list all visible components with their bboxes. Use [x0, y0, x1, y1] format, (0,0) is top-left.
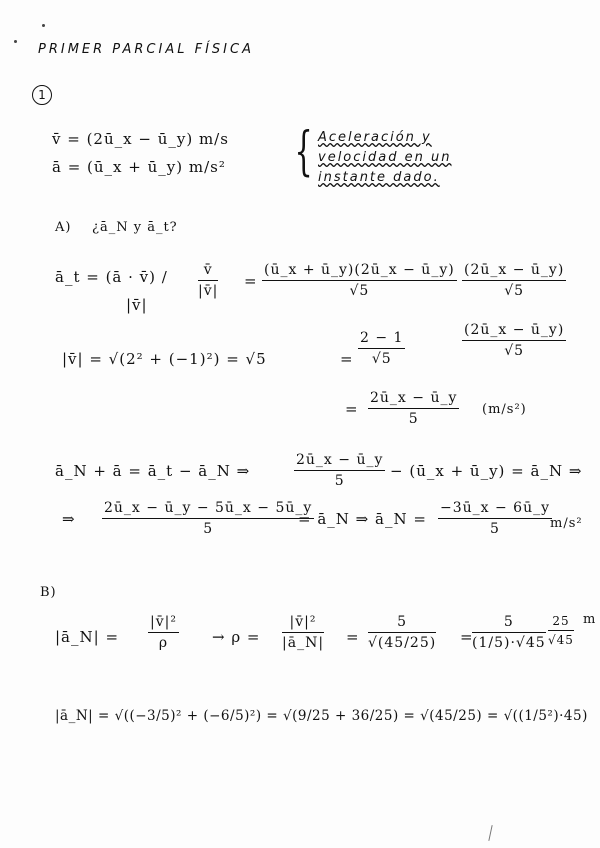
equals-sign-2: =	[340, 350, 354, 368]
equals-sign-3: =	[345, 400, 359, 418]
implies-arrow: ⇒	[62, 510, 76, 528]
at-formula-lhs-den: |v̄|	[126, 296, 148, 314]
an-fraction-num: 2ū_x − ū_y	[294, 452, 385, 471]
radius-result-den: √45	[548, 633, 574, 647]
pen-mark	[14, 40, 17, 43]
radius-numeric-den: √(45/25)	[368, 635, 437, 651]
speed-magnitude: |v̄| = √(2² + (−1)²) = √5	[62, 350, 267, 368]
dot-product-den: √5	[371, 351, 392, 367]
an-magnitude: |ā_N| = √((−3/5)² + (−6/5)²) = √(9/25 + 36/25) = √(45/25) = √((1/5²)·45)	[55, 708, 588, 724]
radius-solved-fraction	[282, 614, 324, 651]
radius-simplified-fraction	[472, 614, 546, 651]
at-product-num: (ū_x + ū_y)(2ū_x − ū_y)	[262, 262, 457, 281]
part-a-label: A)	[55, 220, 72, 235]
dot-product-fraction	[358, 330, 405, 367]
radius-solved-num: |v̄|²	[282, 614, 324, 633]
an-fraction-den: 5	[334, 473, 345, 489]
an-expanded-mid: = ā_N ⇒ ā_N =	[298, 510, 427, 528]
pen-mark	[42, 24, 45, 27]
radius-result-num: 25	[548, 614, 574, 631]
dot-product-num: 2 − 1	[358, 330, 405, 349]
direction-num: (2ū_x − ū_y)	[462, 322, 566, 341]
part-a-question: ¿ā_N y ā_t?	[92, 220, 178, 235]
note-line-1: Aceleración y	[318, 130, 432, 145]
an-expanded-num: 2ū_x − ū_y − 5ū_x − 5ū_y	[102, 500, 314, 519]
an-fraction	[294, 452, 385, 489]
direction-den: √5	[504, 343, 525, 359]
unit-vector-fraction	[198, 262, 218, 299]
acceleration-equation: ā = (ū_x + ū_y) m/s²	[52, 158, 226, 176]
at-product-fraction	[262, 262, 457, 299]
radius-unit: m	[583, 612, 597, 627]
an-expanded-fraction	[102, 500, 314, 537]
radius-arrow: → ρ =	[212, 628, 261, 646]
at-result-num: 2ū_x − ū_y	[368, 390, 459, 409]
radius-result-fraction	[548, 614, 574, 647]
direction-fraction	[462, 322, 566, 359]
at-formula-lhs: ā_t = (ā · v̄) /	[55, 268, 168, 286]
part-b-label: B)	[40, 585, 57, 600]
at-vector-den: √5	[504, 283, 525, 299]
equals-sign-4: =	[346, 628, 360, 646]
at-vector-fraction	[462, 262, 566, 299]
radius-simplified-den: (1/5)·√45	[472, 635, 546, 651]
at-result-den: 5	[408, 411, 419, 427]
radius-formula-lhs: |ā_N| =	[55, 628, 120, 646]
unit-vector-den: |v̄|	[198, 283, 219, 299]
at-vector-num: (2ū_x − ū_y)	[462, 262, 566, 281]
radius-simplified-num: 5	[472, 614, 546, 633]
equals-sign: =	[244, 272, 258, 290]
radius-numeric-fraction	[368, 614, 436, 651]
problem-number-circle: 1	[32, 85, 52, 105]
note-line-3: instante dado.	[318, 170, 440, 185]
an-result-num: −3ū_x − 6ū_y	[438, 500, 552, 519]
an-result-fraction	[438, 500, 552, 537]
radius-solved-den: |ā_N|	[282, 635, 325, 651]
an-expanded-den: 5	[203, 521, 214, 537]
unit-vector-num: v̄	[198, 262, 218, 281]
brace-symbol: {	[294, 122, 313, 182]
an-result-unit: m/s²	[550, 516, 583, 531]
an-equation-lhs: ā_N + ā = ā_t − ā_N ⇒	[55, 462, 251, 480]
an-equation-rhs: − (ū_x + ū_y) = ā_N ⇒	[390, 462, 583, 480]
an-result-den: 5	[490, 521, 500, 537]
equals-sign-5: =	[460, 628, 474, 646]
radius-num: |v̄|²	[148, 614, 179, 633]
at-product-den: √5	[349, 283, 370, 299]
page-title: PRIMER PARCIAL FÍSICA	[38, 42, 254, 57]
velocity-equation: v̄ = (2ū_x − ū_y) m/s	[52, 130, 229, 148]
radius-numeric-num: 5	[368, 614, 436, 633]
pen-stroke	[488, 825, 492, 841]
radius-den: ρ	[158, 635, 169, 651]
note-line-2: velocidad en un	[318, 150, 452, 165]
at-result-unit: (m/s²)	[482, 402, 527, 417]
at-result-fraction	[368, 390, 459, 427]
radius-fraction	[148, 614, 179, 651]
